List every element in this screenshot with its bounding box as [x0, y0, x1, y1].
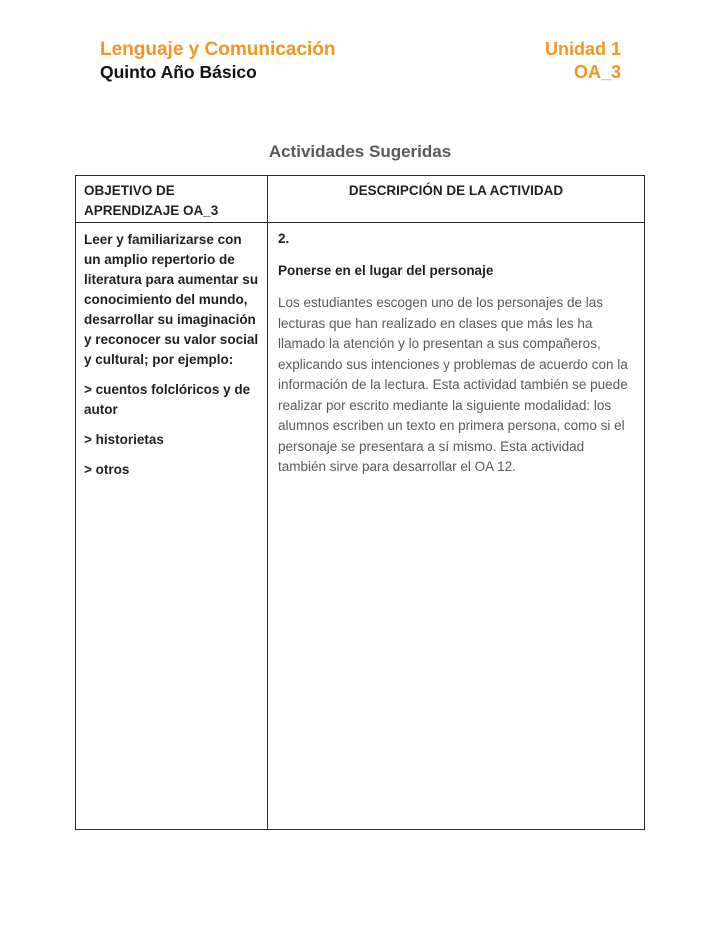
objective-column-header: OBJETIVO DE APRENDIZAJE OA_3: [76, 176, 268, 222]
subject-title: Lenguaje y Comunicación: [100, 39, 336, 60]
table-body-row: [76, 223, 644, 829]
objective-intro-text: Leer y familiarizarse con un amplio repertorio de literatura para aumentar su conocimiento del mundo, desarrollar su imaginación y reconocer su valor social y cultural; por ejemplo:: [84, 232, 259, 367]
page-title: Actividades Sugeridas: [268, 142, 452, 161]
objective-bullet-3: > otros: [84, 462, 130, 477]
objective-bullet-1: > cuentos folclóricos y de autor: [84, 382, 251, 417]
oa-label: OA_3: [573, 62, 621, 82]
activities-table: [75, 175, 645, 830]
objective-cell: [76, 223, 268, 829]
activity-cell: [268, 223, 644, 829]
activity-description: Los estudiantes escogen uno de los personajes de las lecturas que han realizado en clases que más les ha llamado la atención y lo presentan a sus compañeros, explicando sus intenciones y problemas de acuerdo con la información de la lectura. Esta actividad también se puede realizar por escrito mediante la siguiente modalidad: los alumnos escriben un texto en primera persona, como si el personaje se presentara a sí mismo. Esta actividad también sirve para desarrollar el OA 12.: [278, 295, 628, 474]
description-column-header: DESCRIPCIÓN DE LA ACTIVIDAD: [348, 183, 564, 198]
grade-level: Quinto Año Básico: [100, 62, 257, 82]
header-right: [545, 38, 621, 84]
unit-label: Unidad 1: [544, 39, 621, 59]
objective-bullet-2: > historietas: [84, 432, 164, 447]
activity-number: 2.: [278, 231, 290, 246]
page-header: [0, 0, 720, 84]
activity-title: Ponerse en el lugar del personaje: [278, 263, 494, 278]
table-header-row: [76, 176, 644, 223]
header-left: [100, 38, 335, 83]
